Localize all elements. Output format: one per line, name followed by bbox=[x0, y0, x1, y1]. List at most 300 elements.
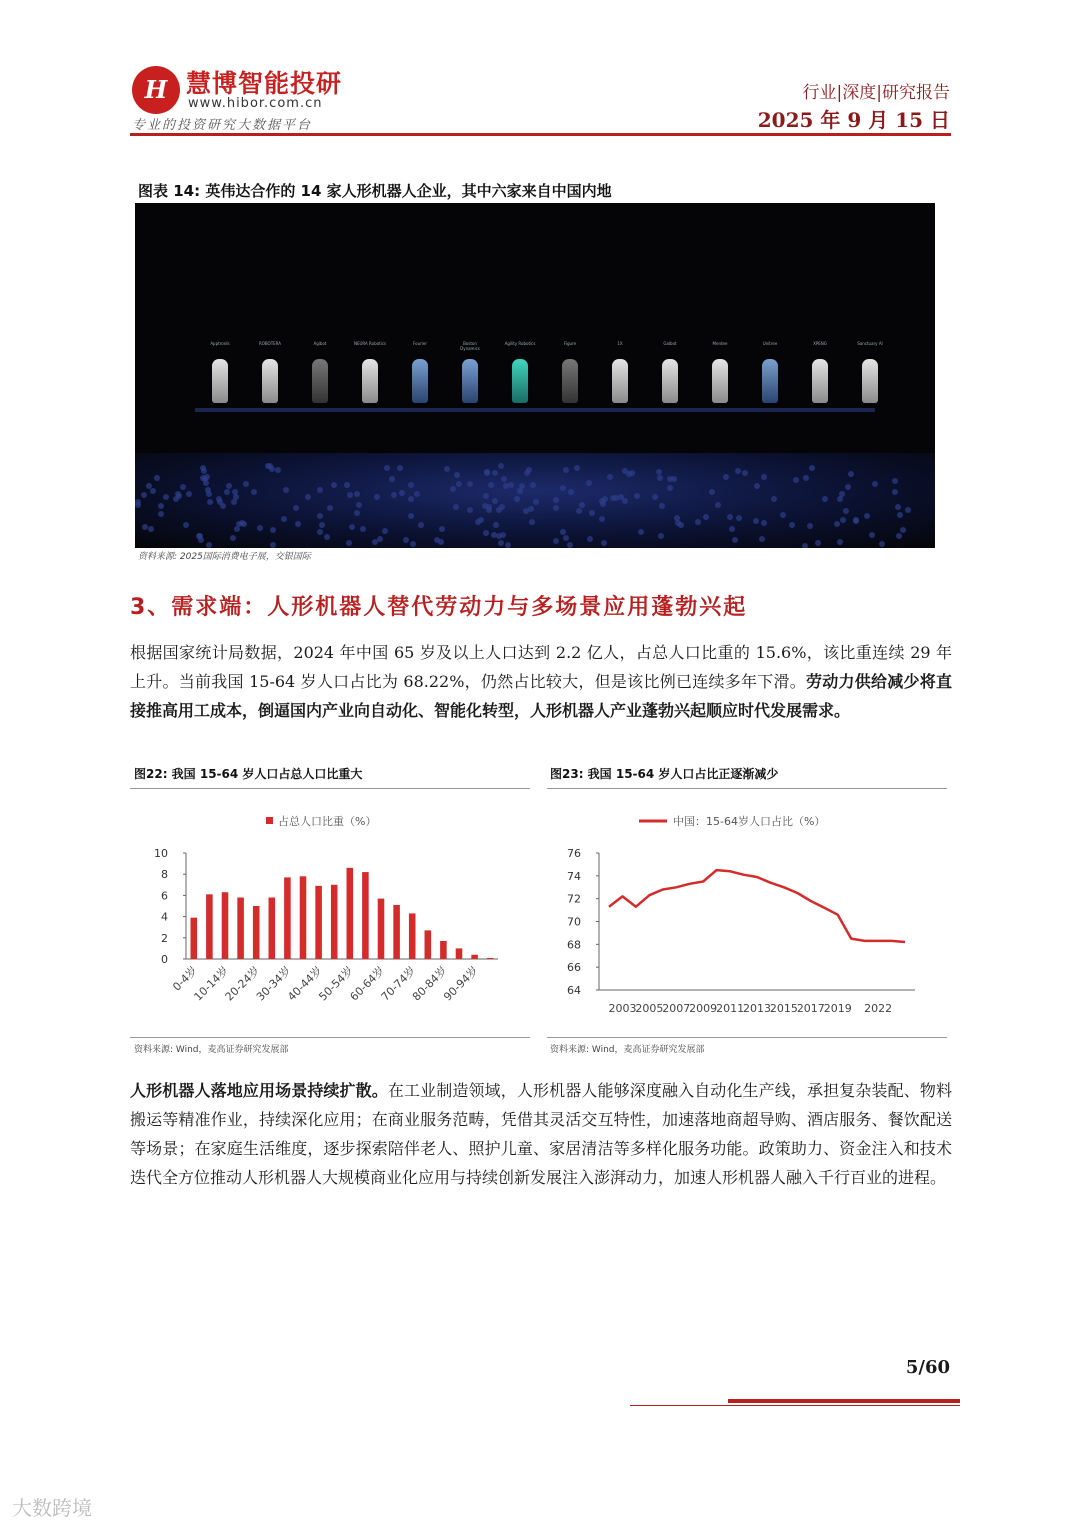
chart-23-bottom-rule bbox=[547, 1037, 947, 1038]
audience-dot bbox=[622, 498, 628, 504]
audience-dot bbox=[270, 527, 276, 533]
audience-dot bbox=[657, 475, 663, 481]
x-tick-label: 70-74岁 bbox=[378, 963, 419, 1004]
audience-dot bbox=[553, 538, 559, 544]
audience-dot bbox=[658, 533, 664, 539]
audience-dot bbox=[410, 541, 416, 547]
y-tick-label: 64 bbox=[567, 984, 581, 997]
robot-figure bbox=[703, 341, 737, 403]
y-tick-label: 68 bbox=[567, 938, 581, 952]
audience-dot bbox=[524, 470, 530, 476]
audience-dot bbox=[467, 507, 473, 513]
watermark: 大数跨境 bbox=[12, 1496, 92, 1520]
audience-dot bbox=[270, 542, 276, 548]
audience-dot bbox=[896, 533, 902, 539]
audience-dot bbox=[517, 488, 523, 494]
audience-dot bbox=[845, 484, 851, 490]
audience-dot bbox=[275, 467, 281, 473]
header-divider bbox=[130, 133, 951, 136]
audience-dot bbox=[141, 492, 147, 498]
audience-dot bbox=[735, 468, 741, 474]
audience-dot bbox=[257, 525, 263, 531]
audience-dot bbox=[503, 483, 509, 489]
audience-dot bbox=[349, 524, 355, 530]
audience-dot bbox=[837, 496, 843, 502]
audience-dot bbox=[807, 523, 813, 529]
robot-body-icon bbox=[412, 359, 428, 403]
chart-22-title: 图22: 我国 15-64 岁人口占总人口比重大 bbox=[134, 767, 363, 781]
audience-dot bbox=[397, 465, 403, 471]
audience-dot bbox=[408, 513, 414, 519]
audience-dot bbox=[234, 526, 240, 532]
bar bbox=[378, 899, 385, 959]
audience-dot bbox=[853, 518, 859, 524]
audience-dot bbox=[444, 466, 450, 472]
audience-dot bbox=[727, 514, 733, 520]
audience-dot bbox=[203, 480, 209, 486]
robot-label: ROBOTERA bbox=[258, 341, 282, 346]
audience-dot bbox=[372, 539, 378, 545]
robot-body-icon bbox=[612, 359, 628, 403]
audience-dot bbox=[456, 481, 462, 487]
robot-figure bbox=[803, 341, 837, 403]
audience-dot bbox=[599, 516, 605, 522]
audience-dot bbox=[324, 534, 330, 540]
chart-23-title: 图23: 我国 15-64 岁人口占比正逐渐减少 bbox=[550, 767, 779, 781]
audience-dot bbox=[150, 488, 156, 494]
audience-dot bbox=[869, 532, 875, 538]
audience-dot bbox=[574, 465, 580, 471]
chart-22-bottom-rule bbox=[130, 1037, 530, 1038]
audience-dot bbox=[815, 540, 821, 546]
audience-dot bbox=[408, 482, 414, 488]
robot-figure bbox=[253, 341, 287, 403]
y-tick-label: 74 bbox=[567, 869, 581, 883]
audience-dot bbox=[567, 542, 573, 548]
chart-23-source: 资料来源: Wind，麦高证券研究发展部 bbox=[550, 1045, 705, 1055]
x-tick-label: 50-54岁 bbox=[316, 963, 356, 1004]
robot-label: Galbot bbox=[663, 341, 677, 346]
audience-dot bbox=[501, 476, 507, 482]
audience-dot bbox=[879, 541, 885, 547]
audience-dot bbox=[382, 528, 388, 534]
audience-dot bbox=[703, 514, 709, 520]
audience-dot bbox=[331, 482, 337, 488]
audience-dot bbox=[729, 526, 735, 532]
x-tick-label: 2019 bbox=[823, 1002, 852, 1015]
robot-body-icon bbox=[512, 359, 528, 403]
audience-dot bbox=[206, 542, 212, 548]
bar bbox=[393, 905, 400, 959]
logo-mark-icon: H bbox=[132, 66, 180, 114]
robot-figure bbox=[603, 341, 637, 403]
robot-label: Mentee bbox=[712, 341, 728, 346]
y-tick-label: 0 bbox=[161, 953, 168, 966]
robot-figure bbox=[403, 341, 437, 403]
figure-14-title: 图表 14: 英伟达合作的 14 家人形机器人企业，其中六家来自中国内地 bbox=[138, 182, 612, 200]
audience-dot bbox=[434, 537, 440, 543]
x-tick-label: 2017 bbox=[796, 1002, 825, 1015]
robot-body-icon bbox=[262, 359, 278, 403]
audience-dot bbox=[226, 483, 232, 489]
audience-dot bbox=[281, 516, 287, 522]
audience-dot bbox=[317, 529, 323, 535]
audience-dot bbox=[414, 491, 420, 497]
document-date: 2025 年 9 月 15 日 bbox=[757, 108, 950, 132]
bar bbox=[191, 918, 198, 959]
audience-dot bbox=[872, 481, 878, 487]
y-tick-label: 8 bbox=[161, 868, 168, 882]
audience-dot bbox=[533, 499, 539, 505]
audience-dot bbox=[848, 471, 854, 477]
chart-23-top-rule bbox=[547, 788, 947, 789]
y-tick-label: 4 bbox=[161, 910, 168, 924]
audience-dot bbox=[493, 522, 499, 528]
audience-dot bbox=[667, 485, 673, 491]
audience-dot bbox=[317, 513, 323, 519]
paragraph-2-text: 在工业制造领域，人形机器人能够深度融入自动化生产线，承担复杂装配、物料搬运等精准作业，持续深化应用；在商业服务范畴，凭借其灵活交互特性，加速落地商超导购、酒店服务、餐饮配送等场景；在家庭生活维度，逐步探索陪伴老人、照护儿童、家居清洁等多样化服务功能。政策助力、资金注入和技术迭代全方位推动人形机器人大规模商业化应用与持续创新发展注入澎湃动力，加速人形机器人融入千行百业的进程。 bbox=[130, 1081, 952, 1187]
audience-dot bbox=[360, 526, 366, 532]
audience-dot bbox=[384, 465, 390, 471]
audience-dot bbox=[553, 505, 559, 511]
audience-dot bbox=[327, 505, 333, 511]
audience-dot bbox=[232, 489, 238, 495]
audience-dot bbox=[587, 536, 593, 542]
audience-dot bbox=[467, 481, 473, 487]
audience-dot bbox=[498, 463, 504, 469]
bar bbox=[269, 898, 276, 959]
audience-dot bbox=[529, 519, 535, 525]
legend-label: 占总人口比重（%） bbox=[278, 815, 377, 828]
audience-dot bbox=[607, 474, 613, 480]
audience-crowd bbox=[135, 453, 935, 548]
audience-dot bbox=[563, 535, 569, 541]
audience-dot bbox=[732, 537, 738, 543]
audience-dot bbox=[483, 493, 489, 499]
document-type: 行业|深度|研究报告 bbox=[802, 83, 950, 103]
robot-body-icon bbox=[312, 359, 328, 403]
audience-dot bbox=[843, 508, 849, 514]
footer-rule-thick bbox=[728, 1399, 960, 1403]
chart-22-source: 资料来源: Wind，麦高证券研究发展部 bbox=[134, 1045, 289, 1055]
x-tick-label: 2005 bbox=[635, 1002, 664, 1015]
bar bbox=[237, 898, 244, 959]
audience-dot bbox=[505, 542, 511, 548]
x-tick-label: 90-94岁 bbox=[441, 963, 481, 1004]
audience-dot bbox=[374, 494, 380, 500]
bar bbox=[456, 948, 463, 959]
y-tick-label: 10 bbox=[154, 847, 168, 860]
series-line bbox=[609, 870, 905, 942]
section-title: 3、需求端：人形机器人替代劳动力与多场景应用蓬勃兴起 bbox=[130, 595, 748, 620]
audience-dot bbox=[530, 482, 536, 488]
audience-dot bbox=[897, 512, 903, 518]
paragraph-1-text: 根据国家统计局数据，2024 年中国 65 岁及以上人口达到 2.2 亿人，占总人口比重的 15.6%，该比重连续 29 年上升。当前我国 15-64 岁人口占比为 68.22%，仍然占比较大，但是该比例已连续多年下滑。 bbox=[130, 643, 952, 691]
paragraph-1 bbox=[130, 638, 952, 725]
bar bbox=[253, 906, 260, 959]
audience-dot bbox=[715, 502, 721, 508]
x-tick-label: 20-24岁 bbox=[222, 963, 263, 1004]
audience-dot bbox=[761, 474, 767, 480]
bar bbox=[284, 877, 291, 959]
robot-body-icon bbox=[862, 359, 878, 403]
audience-dot bbox=[230, 535, 236, 541]
audience-dot bbox=[671, 476, 677, 482]
robot-body-icon bbox=[562, 359, 578, 403]
logo-name: 慧博智能投研 bbox=[186, 69, 343, 98]
y-tick-label: 70 bbox=[567, 915, 581, 929]
robot-body-icon bbox=[812, 359, 828, 403]
audience-dot bbox=[837, 539, 843, 545]
robot-body-icon bbox=[662, 359, 678, 403]
logo-url[interactable]: www.hibor.com.cn bbox=[188, 96, 323, 111]
audience-dot bbox=[840, 517, 846, 523]
robot-body-icon bbox=[462, 359, 478, 403]
audience-dot bbox=[709, 489, 715, 495]
audience-dot bbox=[528, 506, 534, 512]
audience-dot bbox=[656, 469, 662, 475]
audience-dot bbox=[377, 536, 383, 542]
audience-dot bbox=[905, 507, 911, 513]
audience-dot bbox=[295, 521, 301, 527]
logo bbox=[132, 62, 372, 133]
audience-dot bbox=[251, 489, 257, 495]
audience-dot bbox=[675, 520, 681, 526]
audience-dot bbox=[163, 494, 169, 500]
audience-dot bbox=[158, 503, 164, 509]
robot-label: Apptronik bbox=[210, 341, 230, 346]
audience-dot bbox=[780, 512, 786, 518]
audience-dot bbox=[146, 483, 152, 489]
robot-body-icon bbox=[762, 359, 778, 403]
paragraph-2 bbox=[130, 1076, 952, 1192]
audience-dot bbox=[498, 540, 504, 546]
audience-dot bbox=[454, 472, 460, 478]
robot-body-icon bbox=[362, 359, 378, 403]
robot-figure bbox=[503, 341, 537, 403]
bar bbox=[331, 885, 338, 959]
audience-dot bbox=[723, 474, 729, 480]
audience-dot bbox=[154, 475, 160, 481]
x-tick-label: 0-4岁 bbox=[170, 963, 200, 994]
audience-dot bbox=[399, 490, 405, 496]
figure-14-source: 资料来源: 2025国际消费电子展，交银国际 bbox=[138, 552, 311, 562]
audience-dot bbox=[293, 505, 299, 511]
audience-dot bbox=[488, 482, 494, 488]
paragraph-2-emphasis: 人形机器人落地应用场景持续扩散。 bbox=[130, 1081, 388, 1100]
audience-dot bbox=[453, 504, 459, 510]
audience-dot bbox=[900, 527, 906, 533]
bar bbox=[222, 892, 229, 959]
robot-figure bbox=[853, 341, 887, 403]
audience-dot bbox=[753, 518, 759, 524]
y-tick-label: 2 bbox=[161, 931, 168, 945]
audience-dot bbox=[576, 508, 582, 514]
audience-dot bbox=[560, 485, 566, 491]
audience-dot bbox=[475, 519, 481, 525]
audience-dot bbox=[354, 491, 360, 497]
x-tick-label: 10-14岁 bbox=[191, 963, 232, 1004]
audience-dot bbox=[500, 532, 506, 538]
audience-dot bbox=[759, 536, 765, 542]
audience-dot bbox=[389, 476, 395, 482]
audience-dot bbox=[652, 494, 658, 500]
x-tick-label: 40-44岁 bbox=[285, 963, 325, 1004]
audience-dot bbox=[864, 513, 870, 519]
audience-dot bbox=[803, 475, 809, 481]
audience-dot bbox=[736, 515, 742, 521]
robot-body-icon bbox=[212, 359, 228, 403]
audience-dot bbox=[158, 511, 164, 517]
audience-dot bbox=[514, 496, 520, 502]
audience-dot bbox=[892, 478, 898, 484]
audience-dot bbox=[356, 502, 362, 508]
audience-dot bbox=[802, 543, 808, 548]
robot-label: XPENG bbox=[813, 341, 827, 346]
audience-dot bbox=[450, 486, 456, 492]
robot-label: Unitree bbox=[762, 341, 778, 346]
audience-dot bbox=[180, 484, 186, 490]
audience-dot bbox=[586, 480, 592, 486]
audience-dot bbox=[418, 522, 424, 528]
bar bbox=[206, 894, 213, 959]
audience-dot bbox=[634, 493, 640, 499]
audience-dot bbox=[148, 526, 154, 532]
audience-dot bbox=[403, 537, 409, 543]
robot-label: Fourier bbox=[412, 341, 427, 346]
audience-dot bbox=[610, 495, 616, 501]
x-tick-label: 2009 bbox=[689, 1002, 718, 1015]
audience-dot bbox=[233, 494, 239, 500]
audience-dot bbox=[206, 491, 212, 497]
robot-figure bbox=[353, 341, 387, 403]
audience-dot bbox=[354, 510, 360, 516]
y-tick-label: 72 bbox=[567, 892, 581, 906]
audience-dot bbox=[391, 492, 397, 498]
audience-dot bbox=[761, 520, 767, 526]
x-tick-label: 2007 bbox=[662, 1002, 691, 1015]
robot-label: Agibot bbox=[313, 341, 327, 346]
page-number: 5/60 bbox=[905, 1357, 950, 1378]
y-tick-label: 66 bbox=[567, 961, 581, 975]
audience-dot bbox=[319, 522, 325, 528]
audience-dot bbox=[638, 529, 644, 535]
audience-dot bbox=[439, 526, 445, 532]
robot-figure bbox=[553, 341, 587, 403]
x-tick-label: 30-34岁 bbox=[253, 963, 294, 1004]
audience-dot bbox=[579, 502, 585, 508]
bar bbox=[347, 868, 354, 959]
audience-dot bbox=[742, 470, 748, 476]
robot-body-icon bbox=[712, 359, 728, 403]
audience-dot bbox=[283, 487, 289, 493]
audience-dot bbox=[568, 489, 574, 495]
audience-dot bbox=[207, 499, 213, 505]
audience-dot bbox=[484, 470, 490, 476]
audience-dot bbox=[344, 482, 350, 488]
audience-dot bbox=[809, 465, 815, 471]
x-tick-label: 60-64岁 bbox=[347, 963, 388, 1004]
audience-dot bbox=[659, 503, 665, 509]
audience-dot bbox=[317, 487, 323, 493]
audience-dot bbox=[895, 504, 901, 510]
audience-dot bbox=[601, 540, 607, 546]
audience-dot bbox=[346, 540, 352, 546]
bar bbox=[300, 876, 307, 959]
robot-label: Agility Robotics bbox=[504, 341, 536, 346]
audience-dot bbox=[347, 492, 353, 498]
audience-dot bbox=[589, 510, 595, 516]
robot-figure bbox=[453, 341, 487, 403]
chart-22-bar-chart bbox=[130, 800, 530, 1035]
chart-22-top-rule bbox=[130, 788, 530, 789]
audience-dot bbox=[305, 494, 311, 500]
audience-dot bbox=[600, 501, 606, 507]
audience-dot bbox=[483, 530, 489, 536]
chart-23-line-chart bbox=[547, 800, 947, 1035]
robot-figure bbox=[203, 341, 237, 403]
legend-label: 中国：15-64岁人口占比（%） bbox=[673, 815, 826, 828]
robot-stage-photo bbox=[135, 203, 935, 548]
audience-dot bbox=[793, 477, 799, 483]
x-tick-label: 2015 bbox=[769, 1002, 798, 1015]
audience-dot bbox=[186, 491, 192, 497]
stage-floor bbox=[195, 408, 875, 412]
audience-dot bbox=[492, 498, 498, 504]
footer-rule-thin bbox=[630, 1405, 960, 1406]
audience-dot bbox=[892, 489, 898, 495]
robot-figure bbox=[753, 341, 787, 403]
y-tick-label: 6 bbox=[161, 889, 168, 903]
robot-label: 1X bbox=[617, 341, 623, 346]
y-tick-label: 76 bbox=[567, 847, 581, 860]
robot-label: Sanctuary AI bbox=[857, 341, 883, 346]
bar bbox=[315, 886, 322, 959]
audience-dot bbox=[183, 522, 189, 528]
bar bbox=[487, 958, 494, 959]
bar bbox=[471, 955, 478, 959]
audience-dot bbox=[492, 470, 498, 476]
paragraph-1-emphasis: 劳动力供给减少将直接推高用工成本，倒逼国内产业向自动化、智能化转型，人形机器人产业蓬勃兴起顺应时代发展需求。 bbox=[130, 672, 952, 720]
x-tick-label: 2011 bbox=[716, 1002, 745, 1015]
bar bbox=[425, 930, 432, 959]
audience-dot bbox=[771, 496, 777, 502]
bar bbox=[409, 913, 416, 959]
audience-dot bbox=[486, 507, 492, 513]
audience-dot bbox=[135, 499, 141, 505]
robot-label: Figure bbox=[563, 341, 577, 346]
robot-label: Boston Dynamics bbox=[460, 341, 480, 351]
audience-dot bbox=[789, 522, 795, 528]
x-tick-label: 2003 bbox=[608, 1002, 637, 1015]
audience-dot bbox=[834, 521, 840, 527]
audience-dot bbox=[200, 475, 206, 481]
audience-dot bbox=[822, 496, 828, 502]
logo-slogan: 专业的投资研究大数据平台 bbox=[132, 118, 313, 133]
audience-dot bbox=[408, 496, 414, 502]
audience-dot bbox=[224, 489, 230, 495]
audience-dot bbox=[553, 497, 559, 503]
bar bbox=[362, 872, 369, 959]
x-tick-label: 80-84岁 bbox=[409, 963, 450, 1004]
robot-label: NEURA Robotics bbox=[353, 341, 387, 346]
audience-dot bbox=[695, 519, 701, 525]
audience-dot bbox=[142, 524, 148, 530]
audience-dot bbox=[563, 467, 569, 473]
audience-dot bbox=[839, 491, 845, 497]
robot-figure bbox=[653, 341, 687, 403]
robot-figure bbox=[303, 341, 337, 403]
